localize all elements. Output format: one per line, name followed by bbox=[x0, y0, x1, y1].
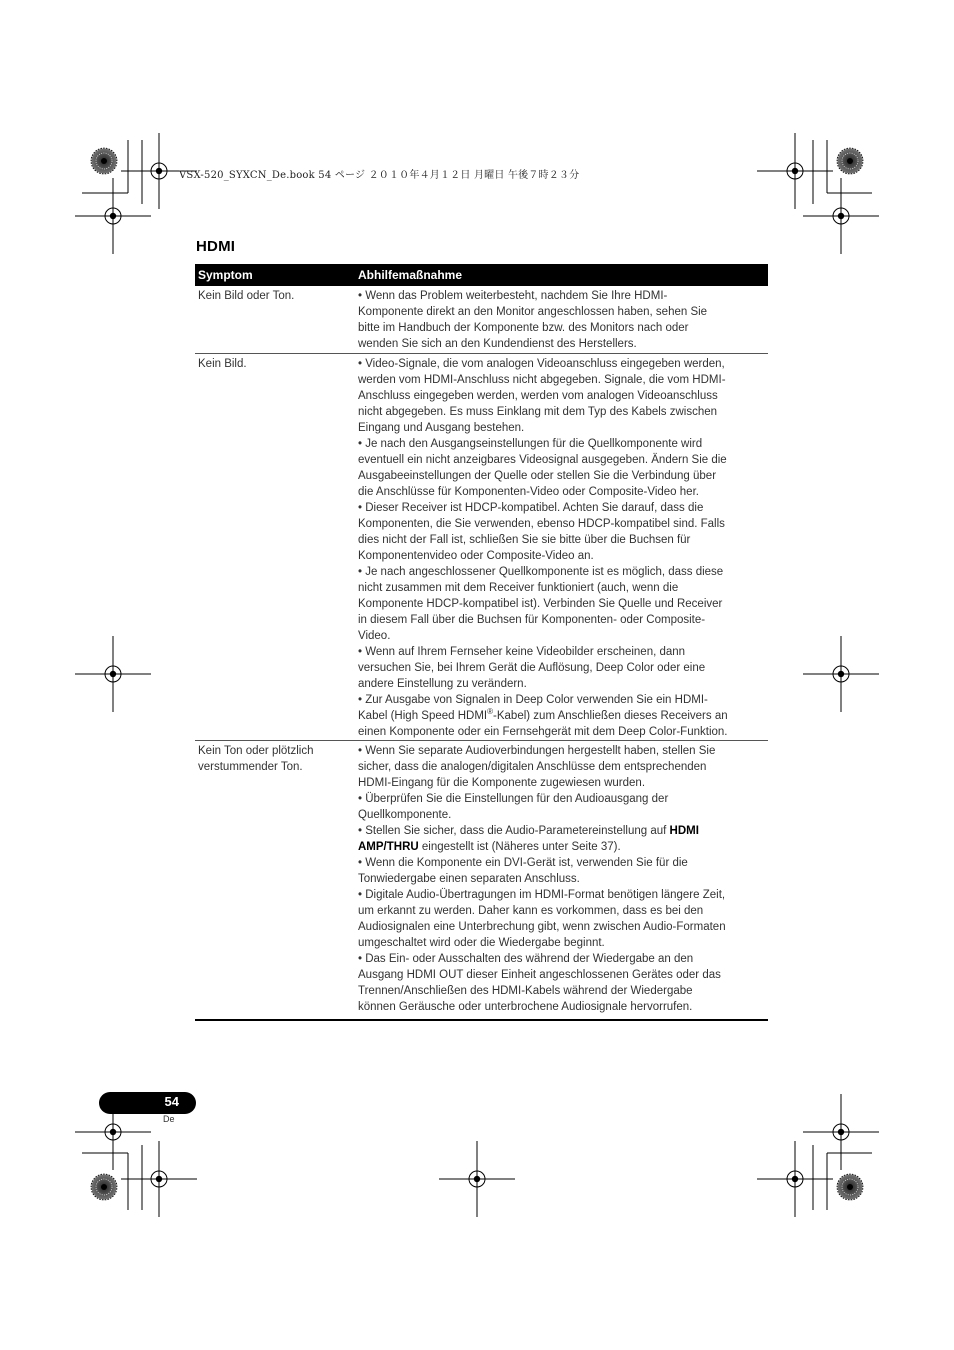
section-title: HDMI bbox=[196, 238, 236, 255]
target-star-icon bbox=[91, 148, 117, 174]
registered-mark: ® bbox=[487, 707, 494, 716]
registration-mark-icon bbox=[757, 1141, 833, 1217]
registration-mark-icon bbox=[803, 178, 879, 254]
remedy-cell: • Wenn das Problem weiterbesteht, nachdem Sie Ihre HDMI- Komponente direkt an den Monitor angeschlossen haben, sehen Sie bitte im Handbuch der Komponente bzw. des Monitors nach oder wenden Sie sich an den Kundendienst des Herstellers. bbox=[358, 290, 708, 350]
registration-mark-icon bbox=[757, 133, 833, 209]
symptom-cell: Kein Bild. bbox=[198, 358, 247, 370]
language-code: De bbox=[163, 1114, 175, 1124]
registration-mark-icon bbox=[75, 178, 151, 254]
table-row bbox=[195, 354, 768, 741]
target-star-icon bbox=[837, 148, 863, 174]
registration-mark-icon bbox=[803, 636, 879, 712]
page-number-tab bbox=[99, 1092, 196, 1114]
table-header bbox=[195, 264, 768, 286]
symptom-cell: Kein Bild oder Ton. bbox=[198, 290, 295, 302]
setting-name: AMP/THRU bbox=[358, 841, 419, 853]
setting-name: HDMI bbox=[669, 825, 699, 837]
registration-mark-icon bbox=[121, 1141, 197, 1217]
page-number: 54 bbox=[164, 1094, 179, 1109]
registration-mark-icon bbox=[439, 1141, 515, 1217]
remedy-column-header: Abhilfemaßnahme bbox=[358, 268, 463, 282]
registration-mark-icon bbox=[803, 1094, 879, 1170]
print-header: VSX-520_SYXCN_De.book 54 ページ ２０１０年４月１２日 月曜日 午後７時２３分 bbox=[179, 170, 580, 181]
registration-mark-icon bbox=[75, 636, 151, 712]
target-star-icon bbox=[91, 1174, 117, 1200]
symptom-column-header: Symptom bbox=[198, 268, 253, 282]
target-star-icon bbox=[837, 1174, 863, 1200]
table-row bbox=[195, 741, 768, 1021]
symptom-cell: Kein Ton oder plötzlich verstummender Ton. bbox=[198, 745, 314, 773]
remedy-cell: • Wenn Sie separate Audioverbindungen hergestellt haben, stellen Sie sicher, dass die analogen/digitalen Anschlüsse dem entsprechenden HDMI-Eingang für die Komponente zugewiesen wurden. • Überprüfen Sie die Einstellungen für den Audioausgang der Quellkomponente. • Stellen Sie sicher, dass die Audio-Parametereinstellung auf HDMI AMP/THRU eingestellt ist (Näheres unter Seite 37). • Wenn die Komponente ein DVI-Gerät ist, verwenden Sie für die Tonwiedergabe einen separaten Anschluss. • Digitale Audio-Übertragungen im HDMI-Format benötigen längere Zeit, um erkannt zu werden. Daher kann es vorkommen, dass es bei den Audiosignalen eine Unterbrechung gibt, wenn zwischen Audio-Formaten umgeschaltet wird oder die Wiedergabe beginnt. • Das Ein- oder Ausschalten des während der Wiedergabe an den Ausgang HDMI OUT dieser Einheit angeschlossenen Gerätes oder das Trennen/Anschließen des HDMI-Kabels während der Wiedergabe können Geräusche oder unterbrochene Audiosignale hervorrufen. bbox=[358, 745, 726, 1013]
table-row bbox=[195, 286, 768, 354]
remedy-cell: • Video-Signale, die vom analogen Videoanschluss eingegeben werden, werden vom HDMI-Anschluss nicht abgegeben. Signale, die vom HDMI- Anschluss eingegeben werden, werden vom analogen Videoanschluss nicht abgegeben. Es muss Einklang mit dem Typ des Kabels zwischen Eingang und Ausgang bestehen. • Je nach den Ausgangseinstellungen für die Quellkomponente wird eventuell ein nicht anzeigbares Videosignal ausgegeben. Ändern Sie die Ausgabeeinstellungen der Quelle oder stellen Sie die Verbindung über die Anschlüsse für Komponenten-Video oder Composite-Video her. • Dieser Receiver ist HDCP-kompatibel. Achten Sie darauf, dass die Komponenten, die Sie verwenden, ebenso HDCP-kompatibel sind. Falls dies nicht der Fall ist, schließen Sie sie bitte über die Buchsen für Komponentenvideo oder Composite-Video an. • Je nach angeschlossener Quellkomponente ist es möglich, dass diese nicht zusammen mit dem Receiver funktioniert (auch, wenn die Komponente HDCP-kompatibel ist). Verbinden Sie Quelle und Receiver in diesem Fall über die Buchsen für Komponenten- oder Composite- Video. • Wenn auf Ihrem Fernseher keine Videobilder erscheinen, dann versuchen Sie, bei Ihrem Gerät die Auflösung, Deep Color oder eine andere Einstellung zu verändern. • Zur Ausgabe von Signalen in Deep Color verwenden Sie ein HDMI- Kabel (High Speed HDMI®-Kabel) zum Anschließen dieses Receivers an einen Komponente oder ein Fernsehgerät mit dem Deep Color-Funktion. bbox=[358, 358, 728, 738]
troubleshooting-table bbox=[195, 264, 768, 1021]
